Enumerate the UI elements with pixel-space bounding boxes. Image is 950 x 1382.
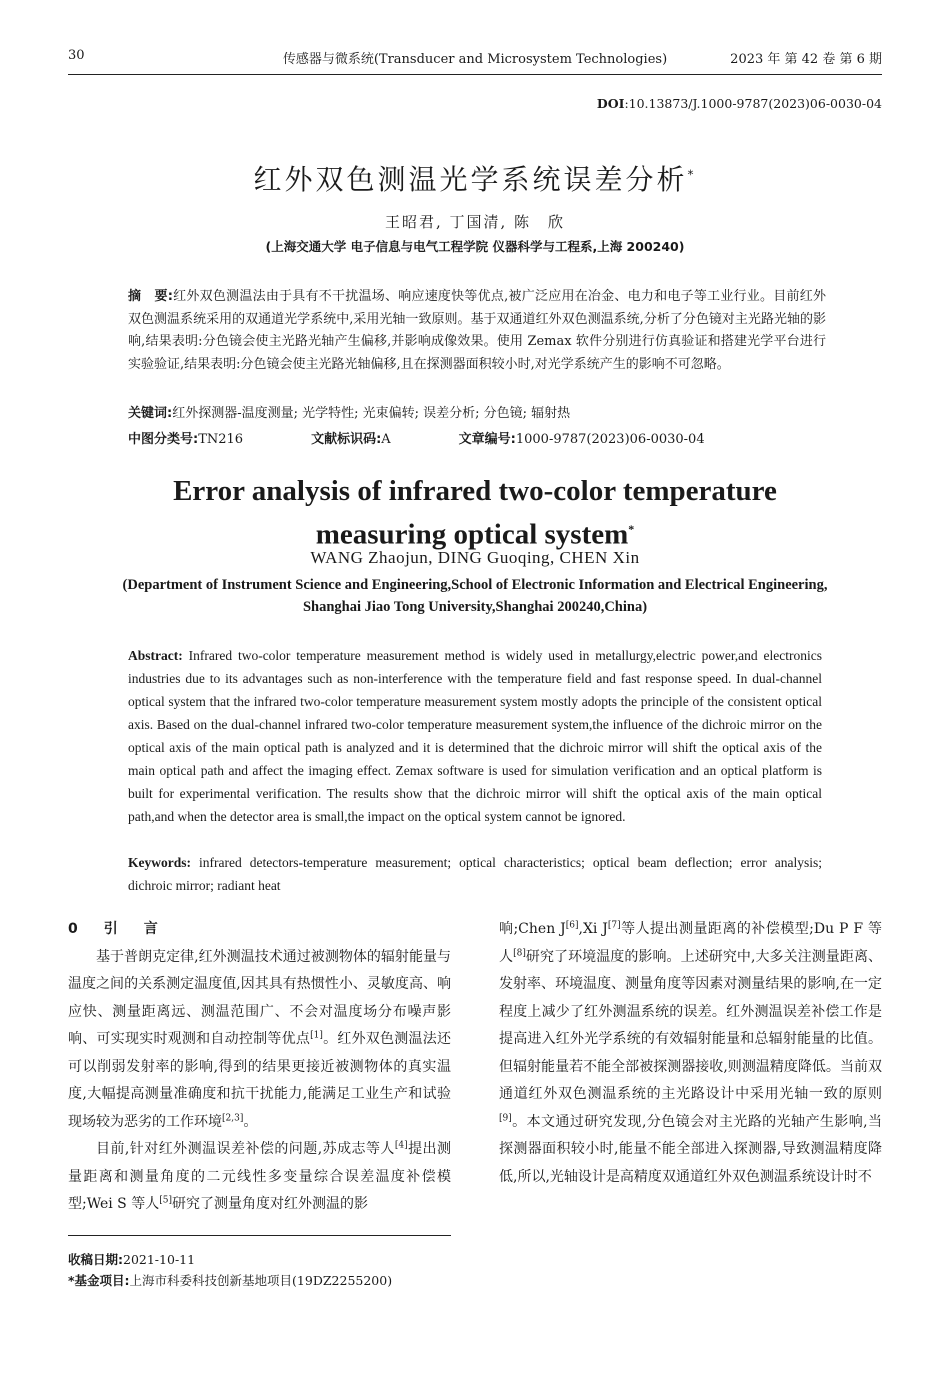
intro-p2-text-f: 研究了环境温度的影响。上述研究中,大多关注测量距离、发射率、环境温度、测量角度等因素对测量结果的影响,在一定程度上减少了红外测温系统的误差。红外测温误差补偿工作是提高进入红外光学系统的有效辐射能量和总辐射能量的比值。但辐射能量若不能全部被探测器接收,则测温精度降低。当前双通道红外双色测温系统的主光路设计中采用光轴一致的原则 bbox=[499, 948, 883, 1102]
intro-p2-text-e: 等人提出测量距离的补偿模型;Du P F 等人 bbox=[499, 921, 882, 965]
intro-p1-text-b: 。红外双色测温法还可以削弱发射率的影响,得到的结果更接近被测物体的真实温度,大幅提高测量准确度和抗干扰能力,能满足工业生产和试验现场较为恶劣的工作环境 bbox=[68, 1031, 452, 1130]
intro-p2-text-a: 目前,针对红外测温误差补偿的问题,苏成志等人 bbox=[96, 1141, 395, 1157]
english-title-line2: measuring optical system bbox=[315, 518, 629, 551]
body-column-right bbox=[499, 916, 882, 1191]
english-keywords-label: Keywords: bbox=[128, 855, 191, 870]
citation: [7] bbox=[607, 920, 621, 931]
footnotes bbox=[68, 1249, 488, 1291]
citation: [8] bbox=[513, 947, 526, 958]
article-no-value: 1000-9787(2023)06-0030-04 bbox=[515, 432, 705, 447]
chinese-title-footnote-mark: * bbox=[687, 167, 697, 182]
english-abstract bbox=[128, 644, 822, 828]
article-no-label: 文章编号: bbox=[458, 432, 516, 447]
intro-p2-text-b: 提出测量距离和测量角度的二元线性多变量综合误差温度补偿模型;Wei S 等人 bbox=[68, 1141, 452, 1212]
citation: [2,3] bbox=[222, 1112, 244, 1123]
doi-line bbox=[597, 96, 882, 111]
citation: [4] bbox=[394, 1140, 408, 1151]
chinese-title-text: 红外双色测温光学系统误差分析 bbox=[253, 163, 688, 196]
citation: [6] bbox=[565, 920, 579, 931]
chinese-abstract-label: 摘 要: bbox=[128, 289, 173, 304]
english-authors: WANG Zhaojun, DING Guoqing, CHEN Xin bbox=[310, 548, 640, 567]
english-title-line1: Error analysis of infrared two-color temperature bbox=[173, 475, 777, 507]
received-date bbox=[68, 1249, 488, 1270]
classification-line bbox=[128, 428, 826, 447]
citation: [5] bbox=[159, 1195, 172, 1206]
chinese-abstract bbox=[128, 286, 826, 376]
chinese-keywords-label: 关键词: bbox=[128, 406, 173, 421]
doc-code-value: A bbox=[381, 432, 391, 447]
received-value: 2021-10-11 bbox=[123, 1252, 196, 1267]
intro-p2-text-g: 。本文通过研究发现,分色镜会对主光路的光轴产生影响,当探测器面积较小时,能量不能全部进入探测器,导致测温精度降低,所以,光轴设计是高精度双通道红外双色测温系统设计时不 bbox=[499, 1113, 882, 1185]
english-title-footnote-mark: * bbox=[628, 522, 635, 536]
chinese-abstract-text: 红外双色测温法由于具有不干扰温场、响应速度快等优点,被广泛应用在冶金、电力和电子等工业行业。目前红外双色测温系统采用的双通道光学系统中,采用光轴一致原则。基于双通道红外双色测温系统,分析了分色镜对主光路光轴的影响,结果表明:分色镜会使主光路光轴产生偏移,并影响成像效果。使用 Zemax 软件分别进行仿真验证和搭建光学平台进行实验验证,结果表明:分色镜会使主光路光轴偏移,且在探测器面积较小时,对光学系统产生的影响不可忽略。 bbox=[128, 289, 826, 372]
doi-label: DOI bbox=[596, 96, 625, 111]
english-affiliation-line1: (Department of Instrument Science and Engineering,School of Electronic Information and Electrical Engineering, bbox=[122, 577, 828, 593]
english-abstract-label: Abstract: bbox=[128, 648, 183, 663]
clc-value: TN216 bbox=[198, 432, 244, 447]
chinese-keywords-text: 红外探测器-温度测量; 光学特性; 光束偏转; 误差分析; 分色镜; 辐射热 bbox=[172, 406, 571, 421]
intro-p2-text-d: ,Xi J bbox=[578, 921, 608, 937]
english-affiliation-line2: Shanghai Jiao Tong University,Shanghai 200240,China) bbox=[302, 599, 648, 615]
english-keywords-text: infrared detectors-temperature measurement; optical characteristics; optical beam deflection; error analysis; dichroic mirror; radiant heat bbox=[128, 855, 823, 893]
journal-issue: 2023 年 第 42 卷 第 6 期 bbox=[730, 52, 882, 67]
journal-name: 传感器与微系统(Transducer and Microsystem Technologies) bbox=[282, 52, 668, 67]
page-number: 30 bbox=[68, 48, 85, 63]
fund-label: *基金项目: bbox=[68, 1273, 130, 1288]
english-keywords bbox=[128, 851, 822, 897]
english-abstract-text: Infrared two-color temperature measurement method is widely used in metallurgy,electric power,and electronics industries due to its advantages such as non-interference with the temperature field and fast response speed. In dual-channel optical system that the infrared two-color temperature measurement system mostly adopts the principle of the consistent optical axis. Based on the dual-channel infrared two-color temperature measurement system,the influence of the dichroic mirror on the optical axis of the main optical path is analyzed and it is determined that the dichroic mirror will shift the optical axis of the main optical path and affect the imaging effect. Zemax software is used for simulation verification and an optical platform is built for experimental verification. The results show that the dichroic mirror will shift the optical axis of the main optical path,and when the detector area is small,the impact on the optical system cannot be ignored. bbox=[128, 648, 823, 824]
chinese-affiliation: (上海交通大学 电子信息与电气工程学院 仪器科学与工程系,上海 200240) bbox=[265, 239, 685, 254]
header-divider bbox=[68, 74, 882, 75]
chinese-authors: 王昭君, 丁国清, 陈 欣 bbox=[384, 213, 566, 231]
footnote-divider bbox=[68, 1235, 451, 1236]
intro-paragraph-1 bbox=[68, 944, 451, 1137]
intro-paragraph-2-start: 目前,针对红外测温误差补偿的问题,苏成志等人[4]提出测量距离和测量角度的二元线性多变量综合误差温度补偿模型;Wei S 等人[5]研究了测量角度对红外测温的影 bbox=[68, 1140, 452, 1212]
english-title bbox=[0, 472, 950, 554]
doi-value: :10.13873/J.1000-9787(2023)06-0030-04 bbox=[624, 96, 882, 111]
intro-p1-text-c: 。 bbox=[243, 1113, 258, 1130]
clc-label: 中图分类号: bbox=[128, 432, 199, 447]
chinese-title bbox=[0, 158, 950, 198]
english-affiliation bbox=[0, 574, 950, 618]
intro-p1-text-a: 基于普朗克定律,红外测温技术通过被测物体的辐射能量与温度之间的关系测定温度值,因其具有热惯性小、灵敏度高、响应快、测量距离远、测温范围广、不会对温度场分布噪声影响、可实现实时观测和自动控制等优点 bbox=[68, 948, 451, 1047]
citation: [1] bbox=[310, 1030, 323, 1041]
fund-note bbox=[68, 1270, 488, 1291]
chinese-keywords bbox=[128, 402, 826, 421]
section-heading: 0 引 言 bbox=[68, 921, 164, 937]
running-header bbox=[68, 48, 882, 70]
fund-value: 上海市科委科技创新基地项目(19DZ2255200) bbox=[129, 1273, 393, 1288]
body-column-left bbox=[68, 916, 451, 1219]
intro-paragraph-2-continued: 响;Chen J[6],Xi J[7]等人提出测量距离的补偿模型;Du P F 等人[8]研究了环境温度的影响。上述研究中,大多关注测量距离、发射率、环境温度、测量角度等因素对测量结果的影响,在一定程度上减少了红外测温系统的误差。红外测温误差补偿工作是提高进入红外光学系统的有效辐射能量和总辐射能量的比值。但辐射能量若不能全部被探测器接收,则测温精度降低。当前双通道红外双色测温系统的主光路设计中采用光轴一致的原则[9]。本文通过研究发现,分色镜会对主光路的光轴产生影响,当探测器面积较小时,能量不能全部进入探测器,导致测温精度降低,所以,光轴设计是高精度双通道红外双色测温系统设计时不 bbox=[499, 920, 883, 1185]
received-label: 收稿日期: bbox=[68, 1252, 123, 1267]
citation: [9] bbox=[499, 1112, 512, 1123]
doc-code-label: 文献标识码: bbox=[311, 432, 382, 447]
